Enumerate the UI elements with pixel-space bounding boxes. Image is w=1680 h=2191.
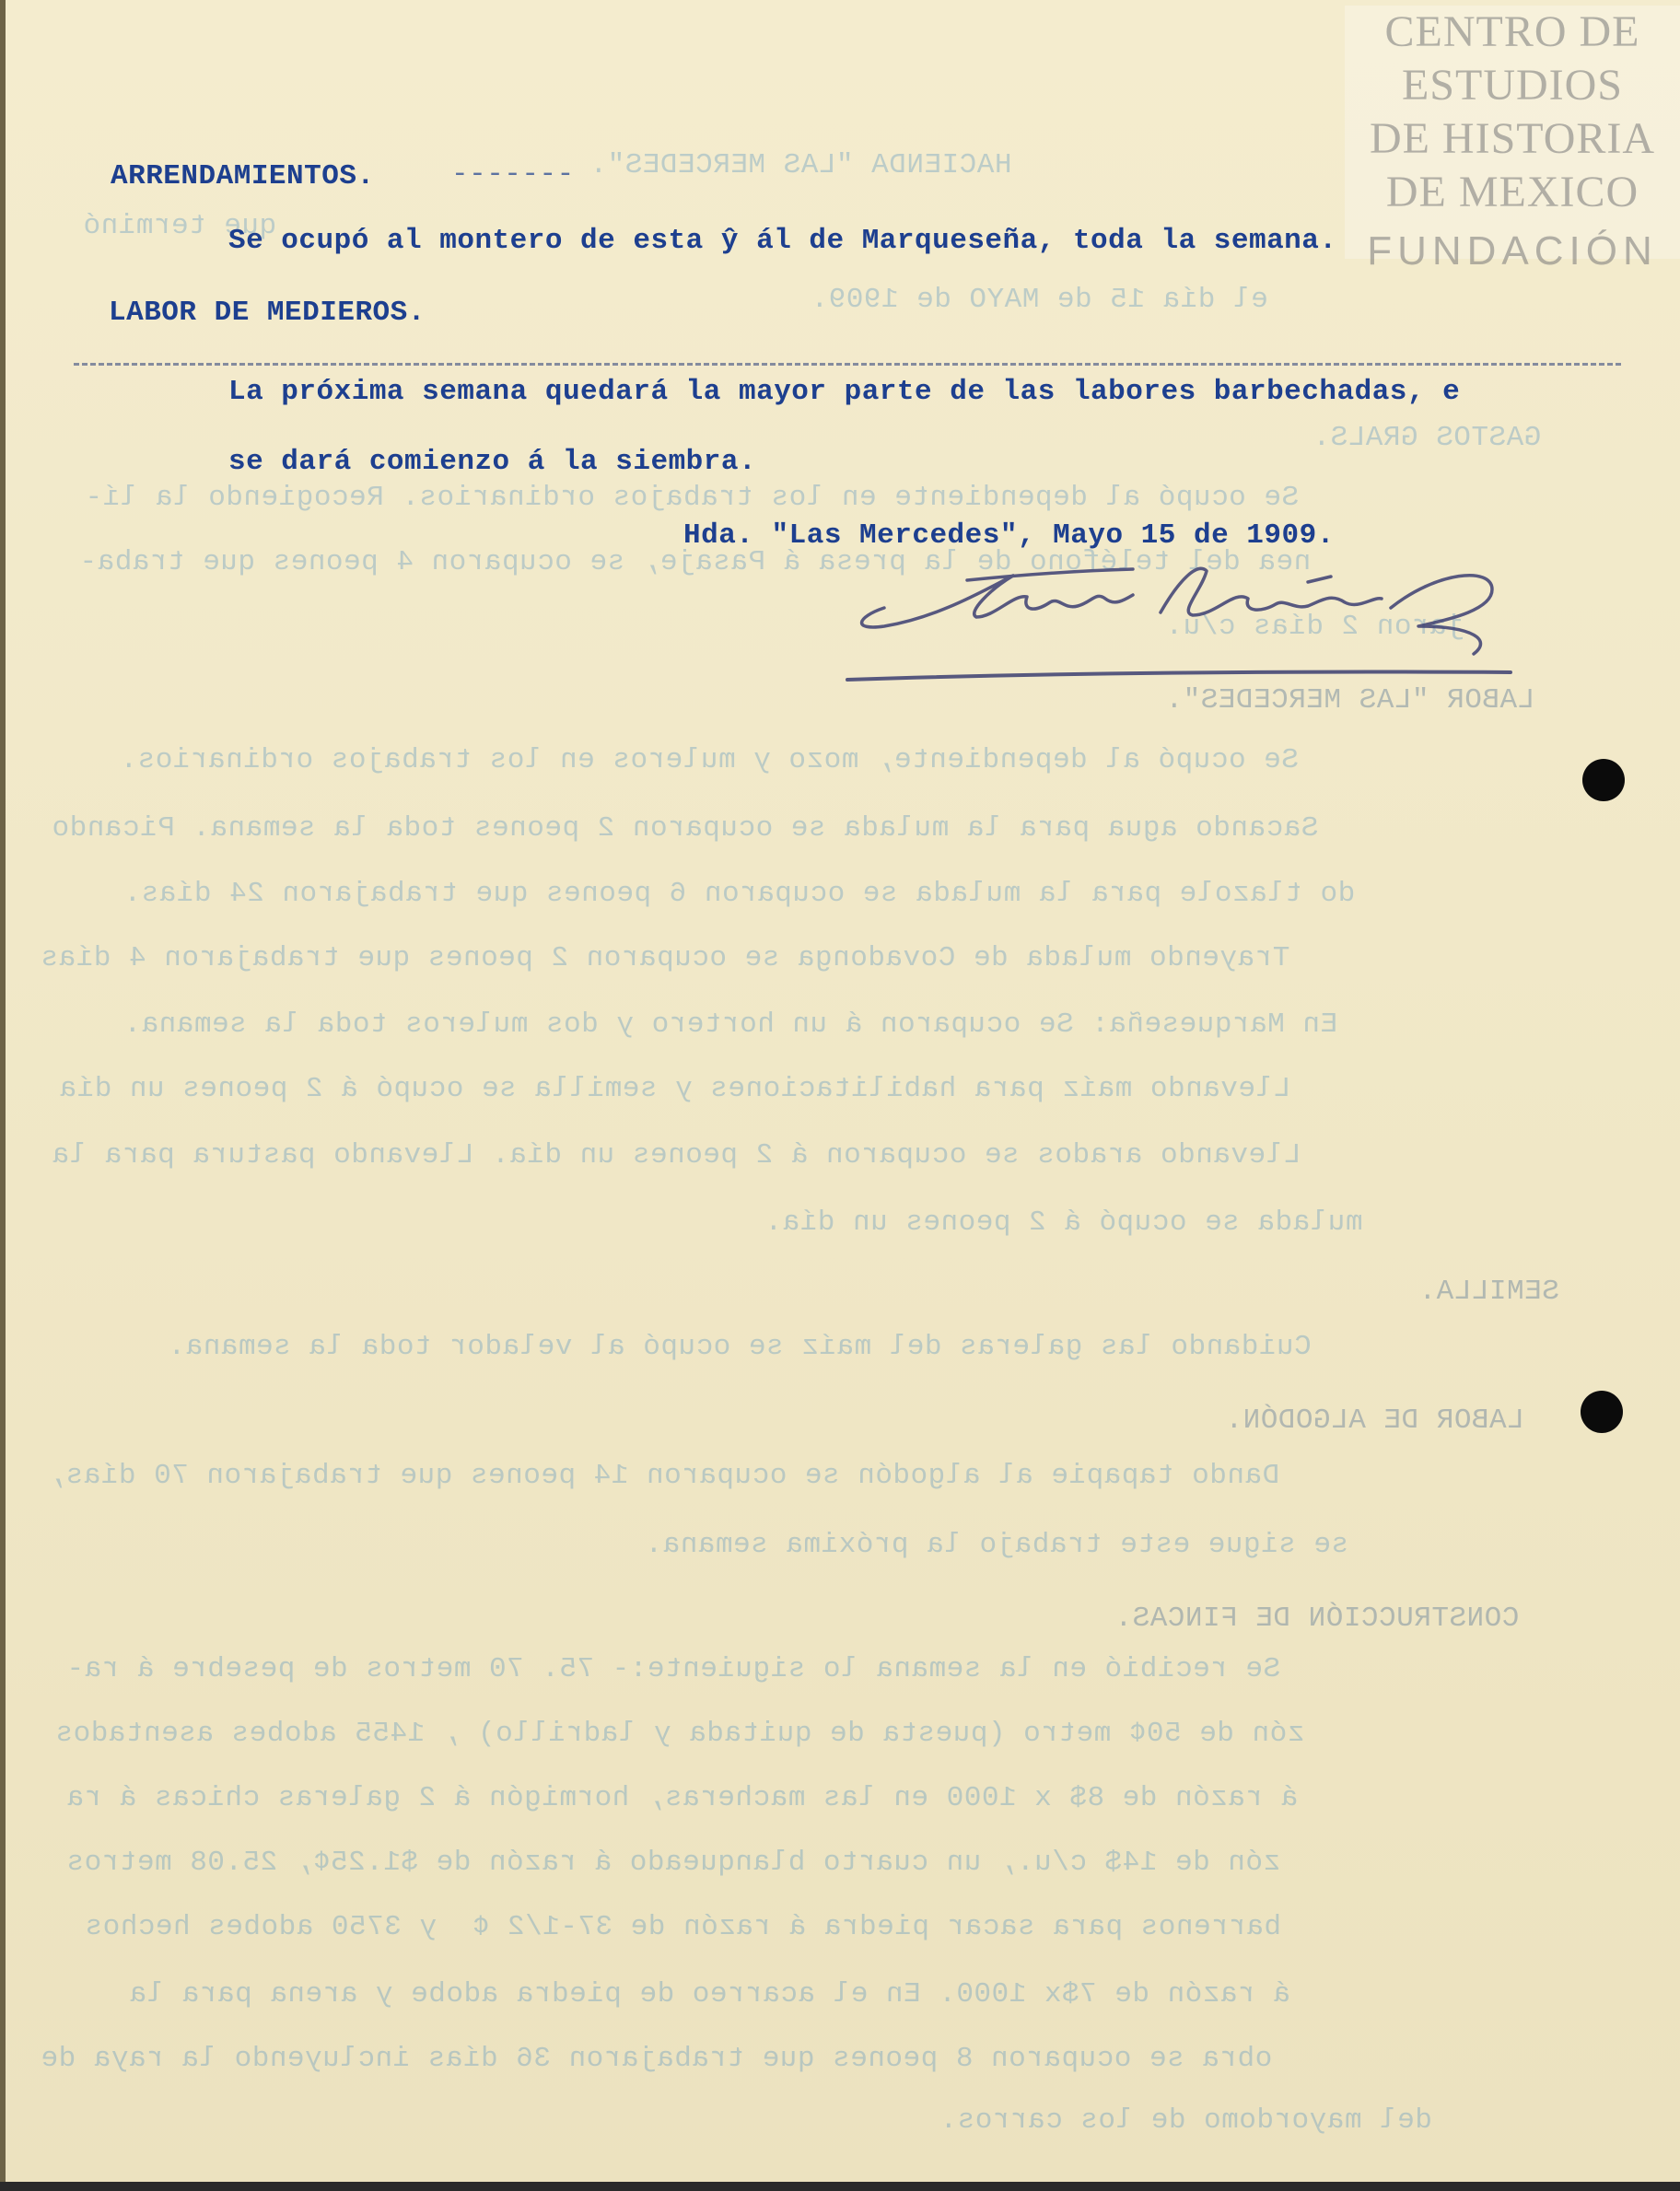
- bleed-line: HACIENDA "LAS MERCEDES".: [589, 149, 1012, 181]
- bleed-line: zón de 14$ c/u., un cuarto blanqueado á razón de $1.25¢, 25.08 metros: [66, 1847, 1281, 1879]
- punch-hole-icon: [1582, 759, 1625, 801]
- bleed-line: CONSTRUCCIÓN DE FINCAS.: [1114, 1602, 1520, 1635]
- paragraph-labor-line2: se dará comienzo á la siembra.: [228, 446, 757, 478]
- heading-labor-medieros: LABOR DE MEDIEROS.: [109, 297, 426, 329]
- heading-arrendamientos: ARRENDAMIENTOS.: [111, 160, 375, 192]
- bleed-line: do tlazole para la mulada se ocuparon 6 peones que trabajaron 24 días.: [123, 878, 1356, 910]
- watermark-foundation: FUNDACIÓN: [1367, 228, 1658, 274]
- bleed-line: Se recibió en la semana lo siguiente:- 75. 70 metros de pesebre á ra-: [66, 1653, 1281, 1685]
- page-edge: [0, 2182, 1680, 2191]
- signature-icon: [829, 525, 1529, 691]
- bleed-line: LABOR DE ALGODÓN.: [1225, 1404, 1524, 1437]
- bleed-line: Trayendo mulada de Covadonga se ocuparon 2 peones que trabajaron 4 días: [41, 942, 1290, 974]
- place-date: Hda. "Las Mercedes", Mayo 15 de 1909.: [683, 519, 1335, 552]
- divider-rule: [74, 363, 1621, 366]
- bleed-line: Llevando maíz para habilitaciones y semilla se ocupó á 2 peones un día: [59, 1073, 1291, 1105]
- heading-dashes: -------: [451, 158, 575, 191]
- bleed-line: zón de 50¢ metro (puesta de quitada y ladrillo) , 1455 adobes asentados: [55, 1718, 1305, 1750]
- bleed-line: Cuidando las galeras del maíz se ocupó al velador toda la semana.: [168, 1331, 1312, 1363]
- watermark-line: ESTUDIOS: [1401, 61, 1623, 110]
- bleed-line: á razón de 8$ x 1000 en las macheras, hormigón á 2 galeras chicas á ra: [66, 1782, 1299, 1814]
- watermark: [1345, 6, 1680, 274]
- bleed-line: el día 15 de MAYO de 1909.: [811, 284, 1268, 316]
- bleed-line: obra se ocuparon 8 peones que trabajaron 36 días incluyendo la raya de: [41, 2043, 1273, 2075]
- bleed-line: Se ocupó al dependiente, mozo y muleros en los trabajos ordinarios.: [120, 744, 1299, 776]
- bleed-line: se sigue este trabajo la próxima semana.: [645, 1529, 1349, 1561]
- bleed-line: nea del teléfono de la presa á Pasaje, se ocuparon 4 peones que traba-: [79, 546, 1312, 578]
- watermark-line: DE HISTORIA: [1369, 114, 1656, 163]
- bleed-line: barrenos para sacar piedra á razón de 37-1/2 ¢ y 3750 adobes hechos: [85, 1911, 1282, 1943]
- watermark-line: CENTRO DE: [1384, 7, 1640, 56]
- bleed-line: Sacando agua para la mulada se ocuparon 2 peones toda la semana. Picando: [52, 812, 1319, 845]
- paragraph-labor-line1: La próxima semana quedará la mayor parte de las labores barbechadas, e: [228, 376, 1461, 408]
- bleed-line: Llevando arados se ocuparon á 2 peones un día. Llevando pastura para la: [52, 1139, 1301, 1171]
- bleed-line: Dando tapapie al algodón se ocuparon 14 peones que trabajaron 70 días,: [48, 1460, 1280, 1492]
- bleed-line: jaron 2 días c/u.: [1165, 611, 1464, 643]
- page-edge: [0, 0, 6, 2191]
- bleed-line: mulada se ocupó á 2 peones un día.: [764, 1206, 1363, 1239]
- bleed-line: que terminó: [83, 210, 277, 242]
- bleed-line: En Marqueseña: Se ocuparon á un hortero y dos muleros toda la semana.: [123, 1008, 1338, 1041]
- bleed-line: LABOR "LAS MERCEDES".: [1165, 684, 1535, 717]
- bleed-line: SEMILLA.: [1418, 1276, 1559, 1308]
- watermark-line: DE MEXICO: [1385, 168, 1639, 216]
- punch-hole-icon: [1581, 1391, 1623, 1433]
- bleed-line: GASTOS GRALS.: [1312, 422, 1542, 454]
- bleed-line: á razón de 7$x 1000. En el acarreo de piedra adobe y arena para la: [129, 1978, 1290, 2010]
- bleed-line: del mayordomo de los carros.: [939, 2104, 1432, 2137]
- paragraph-arrendamientos: Se ocupó al montero de esta ŷ ál de Marqueseña, toda la semana.: [228, 225, 1337, 257]
- bleed-line: Se ocupó al dependiente en los trabajos ordinarios. Recogiendo la lí-: [85, 482, 1300, 514]
